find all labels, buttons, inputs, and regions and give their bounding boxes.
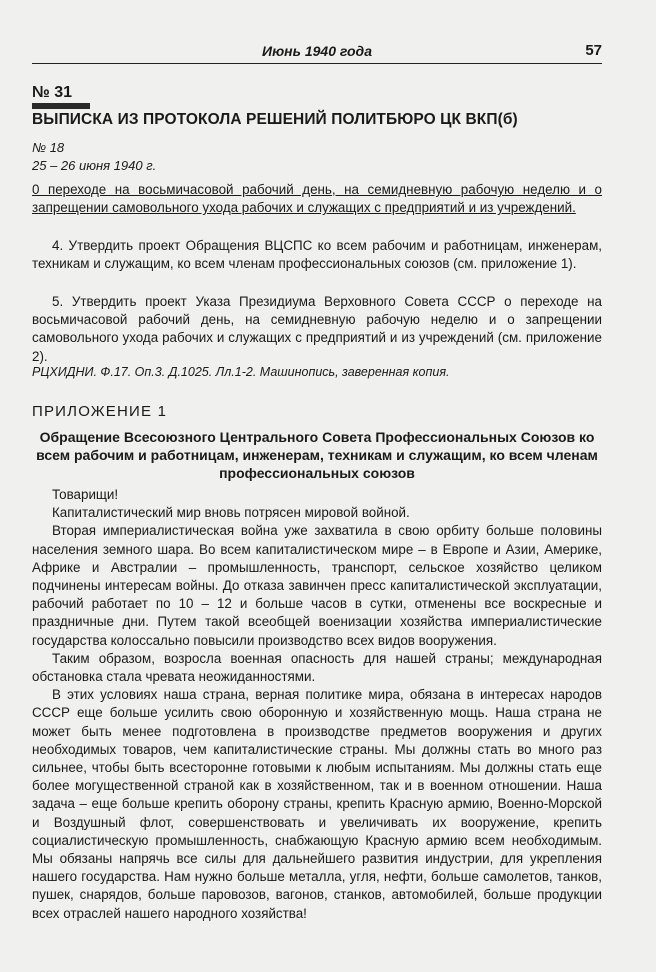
- appendix-paragraph: Капиталистический мир вновь потрясен мировой войной.: [52, 505, 410, 521]
- appendix-paragraph: Вторая империалистическая война уже захватила в свою орбиту больше половины населения земного шара. Во всем капиталистическом мире – в Европе и Азии, Америке, Африке и Австралии – промышленность, транспорт, сельское хозяйство целиком подчинены интересам войны. До отказа завинчен пресс капиталистической эксплуатации, рабочий работает по 10 – 12 и больше часов в сутки, отменены все воскресные и праздничные дни. Путем такой всеобщей военизации хозяйства империалистические государства колоссально повысили производство всех видов вооружения.: [32, 523, 602, 648]
- resolution-item-4: [32, 237, 602, 273]
- document-subject: 0 переходе на восьмичасовой рабочий день, на семидневную рабочую неделю и о запрещении самовольного ухода рабочих и служащих с предприятий и из учреждений.: [32, 182, 602, 216]
- appendix-title: Обращение Всесоюзного Центрального Совета Профессиональных Союзов ко всем рабочим и работницам, инженерам, техникам и служащим, ко всем членам профессиональных союзов: [36, 429, 598, 481]
- document-number-bar: [32, 103, 90, 109]
- protocol-number: № 18: [32, 140, 65, 155]
- document-date: 25 – 26 июня 1940 г.: [32, 158, 157, 173]
- running-header: [32, 41, 602, 64]
- appendix-body: [32, 486, 602, 923]
- appendix-heading: ПРИЛОЖЕНИЕ 1: [32, 403, 168, 420]
- page-number: 57: [585, 42, 602, 59]
- resolution-item-4-text: 4. Утвердить проект Обращения ВЦСПС ко всем рабочим и работницам, инженерам, техникам и служащим, ко всем членам профессиональных союзов (см. приложение 1).: [32, 238, 602, 272]
- appendix-paragraph: В этих условиях наша страна, верная политике мира, обязана в интересах народов СССР еще больше усилить свою оборонную и хозяйственную мощь. Наша страна не может быть менее подготовлена в производстве предметов вооружения и других необходимых товаров, чем капиталистические страны. Мы должны стать во много раз сильнее, чтобы быть всесторонне готовыми к любым испытаниям. Мы должны стать еще более могущественной страной как в хозяйственном, так и в военном отношении. Наша задача – еще больше крепить оборону страны, крепить Красную армию, Военно-Морской и Воздушный флот, совершенствовать и увеличивать их вооружение, крепить социалистическую промышленность, снабжающую Красную армию всем необходимым. Мы обязаны напрячь все силы для дальнейшего развития индустрии, для укрепления нашего государства. Нам нужно больше металла, угля, нефти, больше самолетов, танков, пушек, снарядов, больше паровозов, вагонов, станков, автомобилей, больше продукции всех отраслей нашего народного хозяйства!: [32, 687, 602, 921]
- document-title: ВЫПИСКА ИЗ ПРОТОКОЛА РЕШЕНИЙ ПОЛИТБЮРО ЦК ВКП(б): [32, 111, 518, 128]
- appendix-paragraph: Таким образом, возросла военная опасность для нашей страны; международная обстановка стала чревата неожиданностями.: [32, 650, 602, 685]
- resolution-item-5-text: 5. Утвердить проект Указа Президиума Верховного Совета СССР о переходе на восьмичасовой рабочий день, на семидневную рабочую неделю и о запрещении самовольного ухода рабочих и служащих с предприятий и из учреждений (см. приложение 2).: [32, 294, 602, 364]
- archival-source: РЦХИДНИ. Ф.17. Оп.3. Д.1025. Лл.1-2. Машинопись, заверенная копия.: [32, 365, 450, 379]
- appendix-paragraph: Товарищи!: [52, 487, 119, 502]
- resolution-item-5: [32, 293, 602, 366]
- document-number: № 31: [32, 84, 73, 101]
- running-title: Июнь 1940 года: [262, 43, 372, 59]
